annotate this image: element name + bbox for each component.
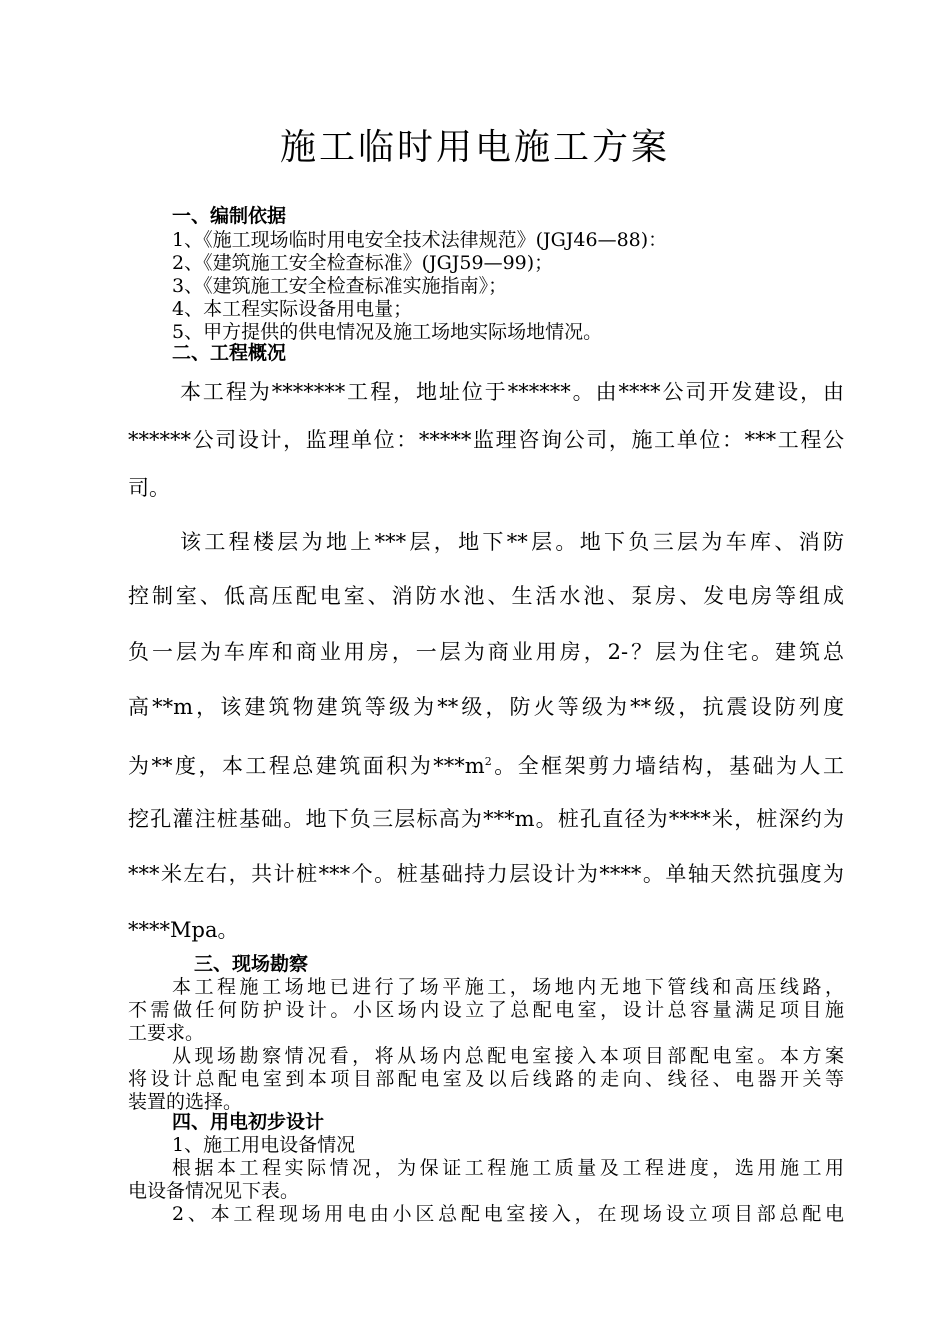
basis-item: 5、甲方提供的供电情况及施工场地实际场地情况。 bbox=[172, 321, 603, 343]
overview-line: ***米左右，共计桩***个。桩基础持力层设计为****。单轴天然抗强度为 bbox=[128, 862, 844, 886]
section-heading-basis: 一、编制依据 bbox=[172, 205, 287, 227]
overview-line: 该工程楼层为地上***层，地下**层。地下负三层为车库、消防 bbox=[180, 530, 844, 554]
basis-item: 4、本工程实际设备用电量； bbox=[172, 298, 413, 320]
design-line: 根据本工程实际情况，为保证工程施工质量及工程进度，选用施工用 bbox=[172, 1157, 844, 1179]
basis-item: 3、《建筑施工安全检查标准实施指南》； bbox=[172, 275, 508, 297]
survey-line: 工要求。 bbox=[128, 1022, 205, 1044]
basis-item: 1、《施工现场临时用电安全技术法律规范》(JGJ46—88)： bbox=[172, 229, 668, 251]
section-heading-overview: 二、工程概况 bbox=[172, 342, 287, 364]
overview-line: 高**m，该建筑物建筑等级为**级，防火等级为**级，抗震设防列度 bbox=[128, 695, 844, 719]
overview-line: 负一层为车库和商业用房，一层为商业用房，2-？层为住宅。建筑总 bbox=[128, 640, 844, 664]
superscript-two: 2 bbox=[484, 755, 492, 768]
design-line: 电设备情况见下表。 bbox=[128, 1180, 300, 1202]
overview-line: 为**度，本工程总建筑面积为$***m^2$。全框架剪力墙结构，基础为人工 bbox=[128, 754, 844, 778]
survey-line: 将设计总配电室到本项目部配电室及以后线路的走向、线径、电器开关等 bbox=[128, 1068, 844, 1090]
section-heading-design: 四、用电初步设计 bbox=[172, 1111, 325, 1133]
survey-line: 不需做任何防护设计。小区场内设立了总配电室，设计总容量满足项目施 bbox=[128, 999, 844, 1021]
design-line: 2、本工程现场用电由小区总配电室接入，在现场设立项目部总配电 bbox=[172, 1203, 844, 1225]
document-title: 施工临时用电施工方案 bbox=[279, 127, 670, 168]
overview-line: 本工程为*******工程，地址位于******。由****公司开发建设，由 bbox=[180, 380, 844, 404]
overview-line: ****Mpa。 bbox=[128, 918, 239, 942]
overview-line: ******公司设计，监理单位：*****监理咨询公司，施工单位：***工程公 bbox=[128, 428, 844, 452]
overview-line: 控制室、低高压配电室、消防水池、生活水池、泵房、发电房等组成 bbox=[128, 584, 844, 608]
survey-line: 装置的选择。 bbox=[128, 1091, 243, 1113]
survey-line: 本工程施工场地已进行了场平施工，场地内无地下管线和高压线路， bbox=[172, 976, 844, 998]
design-line: 1、施工用电设备情况 bbox=[172, 1134, 356, 1156]
basis-item: 2、《建筑施工安全检查标准》(JGJ59—99)； bbox=[172, 252, 554, 274]
overview-line: 司。 bbox=[128, 476, 170, 500]
section-heading-survey: 三、现场勘察 bbox=[194, 953, 309, 975]
survey-line: 从现场勘察情况看，将从场内总配电室接入本项目部配电室。本方案 bbox=[172, 1045, 844, 1067]
overview-line: 挖孔灌注桩基础。地下负三层标高为***m。桩孔直径为****米，桩深约为 bbox=[128, 807, 844, 831]
